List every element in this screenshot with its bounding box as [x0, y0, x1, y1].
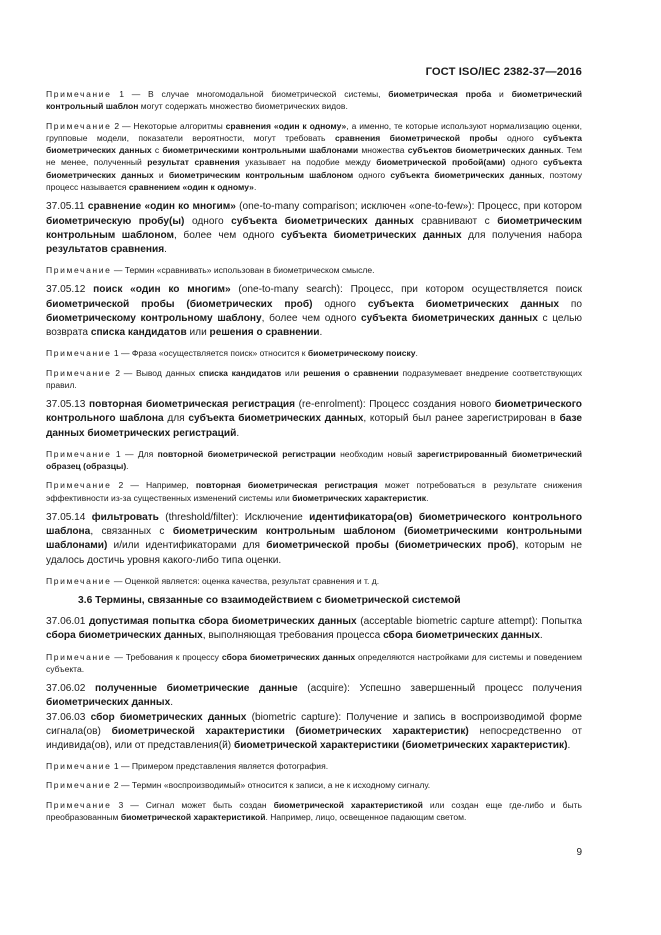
- text-run: одного: [353, 169, 391, 180]
- text-run: указывает на подобие между: [239, 157, 377, 168]
- text-run: могут содержать множество биометрических видов.: [138, 101, 348, 112]
- bold-term: зарегистрированный биометрический образец (образцы): [46, 448, 583, 472]
- text-run: 37.06.01: [46, 616, 89, 628]
- text-run: сравнивают с: [413, 215, 498, 227]
- term-definition: [46, 682, 582, 710]
- bold-term: субъекта биометрических данных: [46, 157, 582, 180]
- document-code: ГОСТ ISO/IEC 2382-37—2016: [425, 66, 582, 78]
- note-paragraph: [46, 760, 582, 772]
- text-run: 37.05.13: [46, 399, 90, 411]
- text-run: 1 — Для: [111, 448, 158, 459]
- note-label: Примечание: [46, 265, 112, 276]
- bold-term: субъекта биометрических данных: [188, 413, 364, 425]
- note-label: Примечание: [46, 348, 112, 359]
- note-paragraph: [46, 120, 582, 194]
- bold-term: субъекта биометрических данных: [281, 229, 462, 241]
- text-run: 2 — Термин «воспроизводимый» относится к записи, а не к исходному сигналу.: [111, 780, 431, 791]
- text-run: .: [567, 739, 571, 751]
- bold-term: списка кандидатов: [198, 367, 282, 378]
- bold-term: биометрический контрольный шаблон: [46, 89, 583, 112]
- bold-term: биометрической пробы (биометрических проб): [266, 540, 516, 552]
- note-paragraph: [46, 448, 582, 473]
- text-run: — Оценкой является: оценка качества, результат сравнения и т. д.: [111, 575, 380, 586]
- bold-term: сбора биометрических данных: [46, 630, 203, 642]
- bold-term: сбора биометрических данных: [383, 630, 540, 642]
- note-paragraph: [46, 367, 582, 392]
- text-run: 37.06.02: [46, 683, 96, 695]
- text-run: (threshold/filter): Исключение: [158, 511, 310, 523]
- bold-term: субъекта биометрических данных: [46, 132, 583, 156]
- document-body: [46, 88, 582, 830]
- text-run: 37.05.14: [46, 511, 92, 523]
- text-run: по: [559, 298, 582, 310]
- text-run: одного: [184, 215, 232, 227]
- text-run: или создан еще где-либо и быть преобразованным: [46, 799, 582, 822]
- text-run: .: [164, 243, 167, 255]
- bold-term: полученные биометрические данные: [95, 683, 298, 695]
- note-paragraph: [46, 651, 582, 676]
- text-run: — Требования к процессу: [111, 651, 222, 662]
- text-run: 2 — Например,: [111, 480, 196, 491]
- note-label: Примечание: [46, 448, 112, 459]
- text-run: (one-to-many comparison; исключен «one-to-few»): Процесс, при котором: [235, 201, 583, 213]
- bold-term: биометрической пробой(ами): [376, 157, 506, 168]
- term-definition: [46, 511, 582, 568]
- bold-term: биометрического контрольного шаблона: [46, 399, 582, 425]
- bold-term: базе данных биометрических регистраций: [46, 413, 582, 439]
- note-label: Примечание: [46, 367, 112, 378]
- bold-term: допустимая попытка сбора биометрических данных: [88, 616, 357, 628]
- bold-term: результат сравнения: [147, 157, 240, 168]
- text-run: , которым не удалось достичь уровня какого-либо типа оценки.: [46, 540, 583, 566]
- text-run: 2 — Вывод данных: [111, 367, 199, 378]
- text-run: одного: [505, 157, 544, 168]
- text-run: и/или идентификаторами для: [107, 540, 267, 552]
- text-run: 37.05.11: [46, 201, 88, 213]
- text-run: .: [415, 348, 418, 359]
- note-label: Примечание: [46, 799, 112, 810]
- note-label: Примечание: [46, 761, 112, 772]
- text-run: 3.6 Термины, связанные со взаимодействием с биометрической системой: [78, 595, 461, 607]
- term-definition: [46, 200, 582, 257]
- text-run: непосредственно от индивида(ов), или от представления(й): [46, 725, 582, 751]
- bold-term: биометрической характеристики (биометрических характеристик): [233, 739, 568, 751]
- text-run: для: [163, 413, 189, 425]
- text-run: с: [151, 145, 163, 156]
- bold-term: субъекта биометрических данных: [367, 298, 560, 310]
- text-run: 2 — Некоторые алгоритмы: [111, 120, 226, 131]
- text-run: и: [153, 169, 169, 180]
- page-number: 9: [576, 847, 582, 858]
- text-run: одного: [497, 132, 544, 143]
- bold-term: сравнения биометрической пробы: [334, 132, 498, 143]
- text-run: , более чем одного: [261, 312, 362, 324]
- text-run: с целью возврата: [46, 312, 582, 339]
- text-run: .: [426, 492, 429, 503]
- note-paragraph: [46, 779, 582, 791]
- text-run: определяются настройками для системы и поведением субъекта.: [46, 651, 583, 674]
- term-definition: [46, 398, 582, 441]
- section-heading: [46, 594, 582, 608]
- text-run: , который был ранее зарегистрирован в: [363, 413, 560, 425]
- bold-term: сравнение «один ко многим»: [87, 201, 236, 213]
- text-run: необходим новый: [335, 448, 417, 459]
- bold-term: списка кандидатов: [90, 327, 187, 339]
- term-definition: [46, 711, 582, 754]
- text-run: , более чем одного: [174, 229, 281, 241]
- text-run: .: [539, 630, 543, 642]
- text-run: или: [186, 327, 210, 339]
- text-run: 1 — В случае многомодальной биометрической системы,: [111, 89, 389, 99]
- bold-term: биометрическим контрольным шаблоном: [46, 215, 582, 241]
- bold-term: сравнения «один к одному»: [225, 120, 347, 131]
- note-paragraph: [46, 799, 582, 824]
- text-run: или: [281, 367, 304, 378]
- note-paragraph: [46, 479, 582, 504]
- note-label: Примечание: [46, 480, 112, 491]
- bold-term: биометрическая проба: [388, 89, 492, 99]
- bold-term: сравнением «один к одному»: [128, 182, 254, 193]
- term-definition: [46, 615, 582, 643]
- text-run: (one-to-many search): Процесс, при котором осуществляется поиск: [230, 284, 582, 296]
- bold-term: биометрическим контрольным шаблоном: [168, 169, 354, 180]
- bold-term: результатов сравнения: [46, 243, 165, 255]
- bold-term: идентификатора(ов) биометрического контрольного шаблона: [46, 511, 583, 538]
- bold-term: биометрической пробы (биометрических проб): [46, 298, 313, 310]
- text-run: для получения набора: [461, 229, 583, 241]
- bold-term: решения о сравнении: [303, 367, 399, 378]
- text-run: одного: [312, 298, 368, 310]
- note-paragraph: [46, 264, 582, 276]
- bold-term: биометрическим контрольным шаблоном (биометрическими контрольными шаблонами): [46, 526, 583, 552]
- text-run: 37.06.03: [46, 711, 91, 723]
- text-run: . Тем не менее, полученный: [46, 145, 582, 168]
- text-run: , связанных с: [90, 526, 173, 538]
- bold-term: субъекта биометрических данных: [231, 215, 414, 227]
- text-run: .: [126, 461, 129, 472]
- note-paragraph: [46, 88, 582, 113]
- text-run: (acquire): Успешно завершенный процесс получения: [297, 683, 582, 695]
- term-definition: [46, 283, 582, 340]
- text-run: и: [491, 89, 512, 99]
- bold-term: биометрических данных: [46, 697, 171, 709]
- note-label: Примечание: [46, 651, 112, 662]
- text-run: подразумевает внедрение соответствующих правил.: [46, 367, 582, 390]
- note-label: Примечание: [46, 89, 112, 99]
- text-run: , выполняющая требования процесса: [202, 630, 384, 642]
- bold-term: биометрической характеристики (биометрических характеристик): [111, 725, 469, 737]
- bold-term: субъекта биометрических данных: [361, 312, 538, 324]
- bold-term: субъекта биометрических данных: [390, 169, 543, 180]
- text-run: может потребоваться в результате снижения эффективности из-за существенных изменений системы или: [46, 480, 583, 503]
- bold-term: поиск «один ко многим»: [93, 284, 231, 296]
- text-run: 1 — Фраза «осуществляется поиск» относится к: [111, 348, 308, 359]
- bold-term: биометрической характеристикой: [273, 799, 423, 810]
- text-run: 1 — Примером представления является фотография.: [111, 761, 329, 772]
- bold-term: биометрическому контрольному шаблону: [46, 312, 262, 324]
- text-run: , поэтому процесс называется: [46, 169, 583, 193]
- bold-term: повторная биометрическая регистрация: [195, 480, 378, 491]
- text-run: .: [319, 327, 323, 339]
- bold-term: фильтровать: [91, 511, 159, 523]
- note-label: Примечание: [46, 575, 112, 586]
- text-run: (acceptable biometric capture attempt): Попытка: [356, 616, 583, 628]
- text-run: .: [253, 182, 257, 193]
- bold-term: биометрическому поиску: [307, 348, 416, 359]
- text-run: .: [236, 427, 240, 439]
- bold-term: биометрическую пробу(ы): [46, 215, 185, 227]
- text-run: . Например, лицо, освещенное падающим светом.: [265, 812, 467, 822]
- text-run: (biometric capture): Получение и запись в воспроизводимой форме сигнала(ов): [46, 711, 582, 737]
- bold-term: решения о сравнении: [209, 327, 320, 339]
- bold-term: биометрической характеристикой: [120, 812, 266, 822]
- text-run: — Термин «сравнивать» использован в биометрическом смысле.: [111, 265, 375, 276]
- text-run: 3 — Сигнал может быть создан: [111, 799, 274, 810]
- note-label: Примечание: [46, 120, 112, 131]
- note-paragraph: [46, 575, 582, 587]
- text-run: 37.05.12: [46, 284, 94, 296]
- bold-term: биометрических характеристик: [292, 492, 427, 503]
- bold-term: повторная биометрическая регистрация: [89, 399, 296, 411]
- bold-term: повторной биометрической регистрации: [157, 448, 336, 459]
- note-label: Примечание: [46, 780, 112, 791]
- note-paragraph: [46, 347, 582, 359]
- text-run: (re-enrolment): Процесс создания нового: [295, 399, 495, 411]
- text-run: , а именно, те которые используют нормализацию оценки, групповые модели, показатели вероятности, могут требовать: [46, 120, 582, 143]
- text-run: .: [170, 697, 174, 709]
- bold-term: сбора биометрических данных: [221, 651, 356, 662]
- text-run: множества: [358, 145, 408, 156]
- bold-term: биометрическими контрольными шаблонами: [162, 145, 359, 156]
- bold-term: субъектов биометрических данных: [407, 145, 562, 156]
- bold-term: сбор биометрических данных: [90, 711, 247, 723]
